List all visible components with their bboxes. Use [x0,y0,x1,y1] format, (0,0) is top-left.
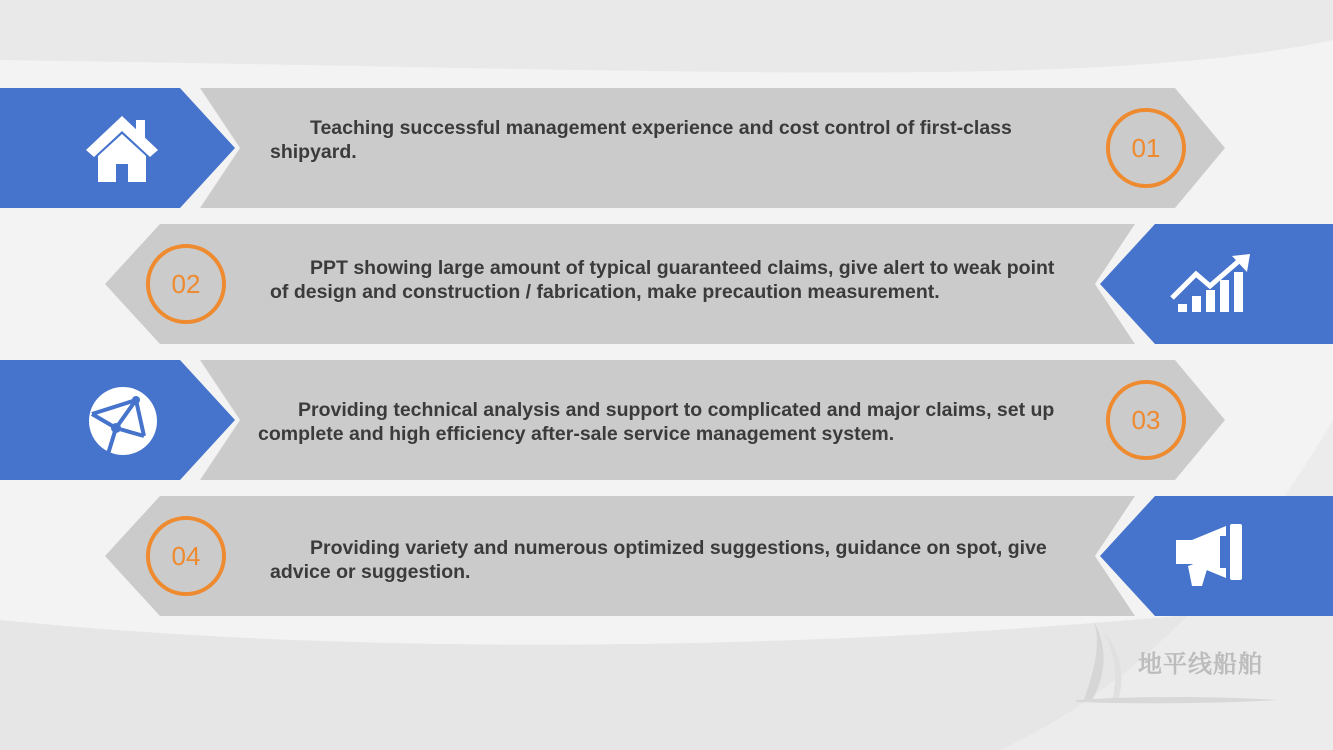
row-4-number: 04 [146,516,226,596]
globe-network-icon [86,384,160,458]
row-1-text: Teaching successful management experience and cost control of first-class shipyard. [270,117,1012,163]
row-3-text: Providing technical analysis and support to complicated and major claims, set up complete and high efficiency after-sale service management system. [258,399,1055,445]
megaphone-icon [1176,522,1246,588]
row-4-text: Providing variety and numerous optimized suggestions, guidance on spot, give advice or suggestion. [270,537,1047,583]
watermark-text: 地平线船舶 [1138,651,1263,678]
row-2-number: 02 [146,244,226,324]
row-1-number: 01 [1106,108,1186,188]
row-3-number: 03 [1106,380,1186,460]
home-icon [84,112,160,184]
growth-chart-icon [1170,254,1250,314]
row-2-text: PPT showing large amount of typical guaranteed claims, give alert to weak point of design and construction / fabrication, make precaution measurement. [270,257,1055,303]
